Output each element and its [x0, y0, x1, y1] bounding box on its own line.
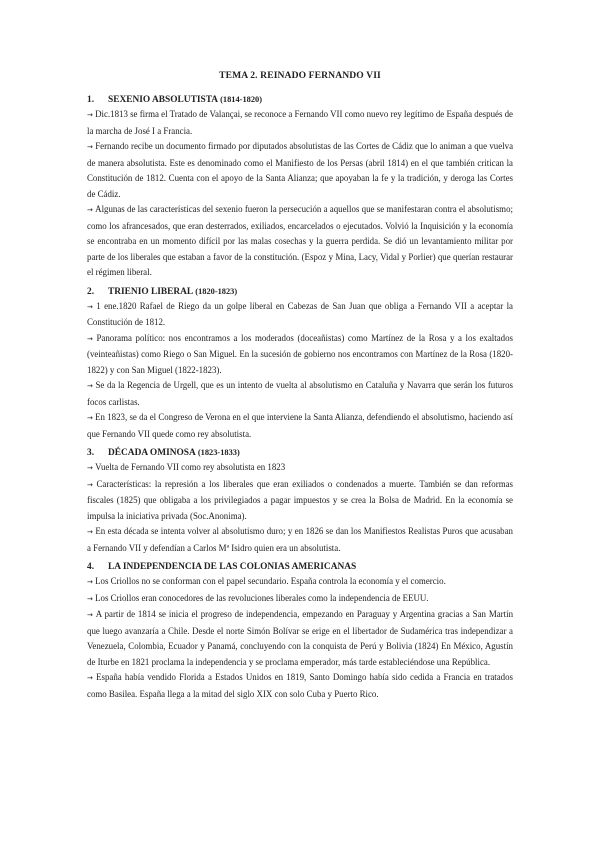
arrow-bullet-icon: → — [87, 674, 97, 682]
bullet-paragraph — [87, 202, 513, 281]
section-title: TRIENIO LIBERAL — [108, 286, 194, 297]
section-dates: (1814-1820) — [218, 95, 262, 104]
paragraph-text: Características: la represión a los liberales que eran exiliados o condenados a muerte. También se dan reformas fiscales (1825) que obligaba a los privilegiados a pagar impuestos y se crea la Bolsa de Madrid. En la economía se impulsa la iniciativa privada (Soc.Anonima). — [87, 478, 513, 521]
section — [87, 562, 513, 702]
section-dates: (1820-1823) — [193, 286, 238, 296]
paragraph-text: Los Criollos eran conocedores de las revoluciones liberales como la independencia de EEUU. — [95, 592, 429, 603]
sections-container — [87, 95, 513, 702]
paragraph-text: Vuelta de Fernando VII como rey absolutista en 1823 — [95, 462, 286, 472]
arrow-bullet-icon: → — [87, 382, 96, 390]
section-heading — [87, 562, 513, 572]
bullet-paragraph — [87, 460, 513, 477]
paragraph-text: En esta década se intenta volver al absolutismo duro; y en 1826 se dan los Manifiestos Realistas Puros que acusaban a Fernando VII y defendían a Carlos Mª Isidro quien era un absolutista. — [87, 526, 513, 553]
arrow-bullet-icon: → — [87, 414, 96, 422]
bullet-paragraph — [87, 299, 513, 331]
bullet-paragraph — [87, 107, 513, 139]
paragraph-text: Fernando recibe un documento firmado por diputados absolutistas de las Cortes de Cádiz que lo animan a que vuelva de manera absolutista. Este es denominado como el Manifiesto de los Persas (abril 1814) en el que también critican la Constitución de 1812. Cuenta con el apoyo de la Santa Alianza; que apoyaban la fe y la tradición, y deroga las Cortes de Cádiz. — [87, 141, 514, 199]
arrow-bullet-icon: → — [87, 528, 96, 536]
arrow-bullet-icon: → — [87, 206, 96, 214]
bullet-paragraph — [87, 607, 513, 670]
paragraph-text: A partir de 1814 se inicia el progreso de independencia, empezando en Paraguay y Argentina gracias a San Martín que luego avanzaría a Chile. Desde el norte Simón Bolívar se erige en el libertador de Sudamérica tras independizar a Venezuela, Colombia, Ecuador y Panamá, concluyendo con la conquista de Perú y Bolivia (1824) En México, Agustín de Iturbe en 1821 proclama la independencia y se proclama emperador, más tarde estableciéndose una República. — [87, 609, 514, 667]
section — [87, 448, 513, 556]
paragraph-text: Se da la Regencia de Urgell, que es un intento de vuelta al absolutismo en Cataluña y Navarra que serán los futuros focos carlistas. — [87, 380, 513, 407]
section-title: DÉCADA OMINOSA — [108, 448, 196, 458]
arrow-bullet-icon: → — [87, 334, 97, 343]
paragraph-text: Dic.1813 se firma el Tratado de Valançai, se reconoce a Fernando VII como nuevo rey legítimo de España después de la marcha de José I a Francia. — [87, 109, 513, 136]
section-title: SEXENIO ABSOLUTISTA — [108, 95, 219, 105]
bullet-paragraph — [87, 591, 513, 608]
section-heading — [87, 287, 513, 297]
paragraph-text: España había vendido Florida a Estados Unidos en 1819, Santo Domingo había sido cedida a Francia en tratados como Basilea. España llega a la mitad del siglo XIX con solo Cuba y Puerto Rico. — [87, 672, 513, 699]
bullet-paragraph — [87, 139, 513, 202]
bullet-paragraph — [87, 477, 513, 525]
section — [87, 95, 513, 281]
section-number: 3. — [87, 448, 95, 458]
bullet-paragraph — [87, 524, 513, 556]
bullet-paragraph — [87, 410, 513, 442]
section — [87, 287, 513, 443]
arrow-bullet-icon: → — [87, 143, 96, 151]
arrow-bullet-icon: → — [87, 611, 96, 619]
bullet-paragraph — [87, 574, 513, 591]
paragraph-text: Los Criollos no se conforman con el papel secundario. España controla la economía y el comercio. — [95, 576, 446, 586]
paragraph-text: 1 ene.1820 Rafael de Riego da un golpe liberal en Cabezas de San Juan que obliga a Fernando VII a aceptar la Constitución de 1812. — [87, 300, 513, 327]
section-title: LA INDEPENDENCIA DE LAS COLONIAS AMERICANAS — [108, 562, 357, 572]
bullet-paragraph — [87, 378, 513, 410]
section-number: 1. — [87, 95, 95, 105]
paragraph-text: En 1823, se da el Congreso de Verona en el que interviene la Santa Alianza, defendiendo el absolutismo, haciendo así que Fernando VII quede como rey absolutista. — [87, 412, 514, 439]
section-number: 2. — [87, 286, 95, 297]
page-title: TEMA 2. REINADO FERNANDO VII — [219, 70, 381, 81]
arrow-bullet-icon: → — [87, 111, 96, 119]
arrow-bullet-icon: → — [87, 594, 96, 603]
arrow-bullet-icon: → — [87, 480, 97, 489]
paragraph-text: Algunas de las características del sexenio fueron la persecución a aquellos que se manifestaran contra el absolutismo; como los afrancesados, que eran desterrados, exiliados, encarcelados o ejecutados. Volvió la Inquisición y la economía se encontraba en un momento difícil por las malas cosechas y la guerra perdida. Se dió un levantamiento militar por parte de los liberales que estaban a favor de la constitución. (Espoz y Mina, Lacy, Vidal y Porlier) que querían restaurar el régimen liberal. — [87, 204, 513, 277]
section-heading — [87, 448, 513, 458]
section-dates: (1823-1833) — [195, 448, 240, 457]
section-number: 4. — [87, 562, 95, 572]
paragraph-text: Panorama político: nos encontramos a los moderados (doceañistas) como Martínez de la Rosa y a los exaltados (veinteañistas) como Riego o San Miguel. En la sucesión de gobierno nos encontramos con Martínez de la Rosa (1820-1822) y con San Miguel (1822-1823). — [87, 332, 513, 375]
bullet-paragraph — [87, 670, 513, 702]
arrow-bullet-icon: → — [87, 578, 96, 586]
arrow-bullet-icon: → — [87, 302, 97, 311]
arrow-bullet-icon: → — [87, 464, 96, 472]
section-heading — [87, 95, 513, 105]
bullet-paragraph — [87, 331, 513, 379]
